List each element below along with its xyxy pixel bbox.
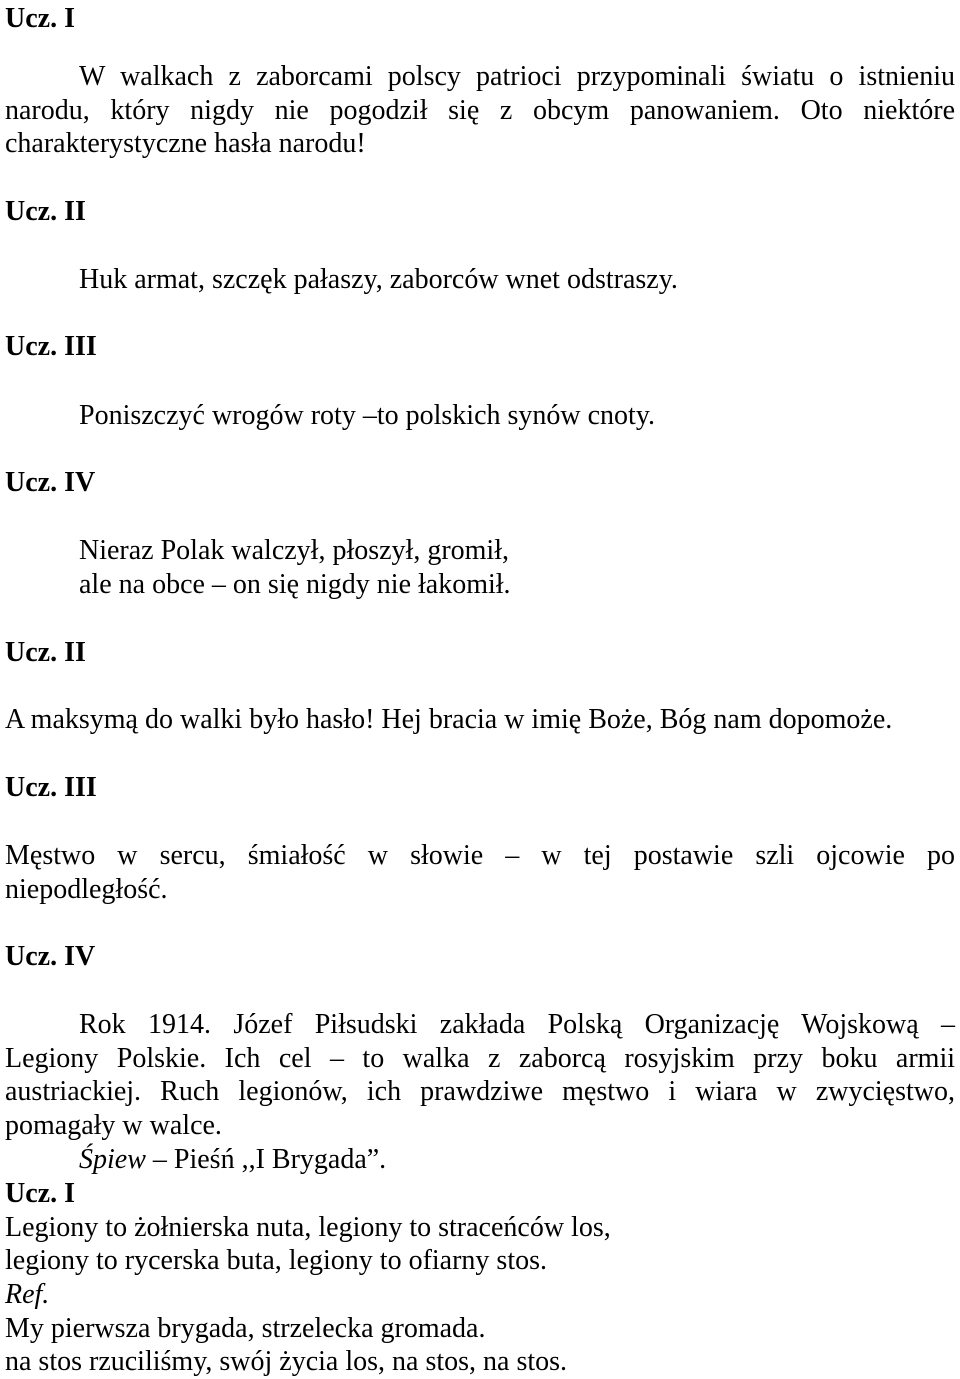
verse-line: legiony to rycerska buta, legiony to ofiarny stos. [5, 1245, 547, 1276]
paragraph-line: W walkach z zaborcami polscy patrioci przypominali światu o istnieniu [79, 61, 955, 92]
refrain-label: Ref. [5, 1279, 50, 1310]
paragraph-line: Rok 1914. Józef Piłsudski zakłada Polską Organizację Wojskową – [79, 1009, 955, 1040]
paragraph-line: A maksymą do walki było hasło! Hej bracia w imię Boże, Bóg nam dopomoże. [5, 704, 893, 735]
speaker-label: Ucz. I [5, 3, 75, 34]
paragraph-line: Poniszczyć wrogów roty –to polskich synów cnoty. [79, 400, 655, 431]
paragraph-line: Huk armat, szczęk pałaszy, zaborców wnet odstraszy. [79, 264, 678, 295]
paragraph-line: pomagały w walce. [5, 1110, 222, 1141]
speaker-label: Ucz. III [5, 331, 97, 362]
paragraph-line: austriackiej. Ruch legionów, ich prawdziwe męstwo i wiara w zwycięstwo, [5, 1076, 955, 1107]
paragraph-line: ale na obce – on się nigdy nie łakomił. [79, 569, 511, 600]
speaker-label: Ucz. II [5, 196, 86, 227]
refrain-line: na stos rzuciliśmy, swój życia los, na stos, na stos. [5, 1346, 568, 1377]
verse-line: Legiony to żołnierska nuta, legiony to straceńców los, [5, 1212, 611, 1243]
paragraph-line: Nieraz Polak walczył, płoszył, gromił, [79, 535, 509, 566]
song-title: – Pieśń ,,I Brygada”. [145, 1144, 387, 1175]
paragraph-line: Legiony Polskie. Ich cel – to walka z zaborcą rosyjskim przy boku armii [5, 1043, 955, 1074]
speaker-label: Ucz. I [5, 1178, 75, 1209]
speaker-label: Ucz. IV [5, 467, 96, 498]
paragraph-line: niepodległość. [5, 874, 168, 905]
paragraph-line: Męstwo w sercu, śmiałość w słowie – w tej postawie szli ojcowie po [5, 840, 955, 871]
song-line [79, 1143, 955, 1177]
paragraph-line: narodu, który nigdy nie pogodził się z obcym panowaniem. Oto niektóre [5, 95, 955, 126]
song-label: Śpiew [79, 1144, 146, 1175]
speaker-label: Ucz. II [5, 637, 86, 668]
speaker-label: Ucz. IV [5, 941, 96, 972]
paragraph-line: charakterystyczne hasła narodu! [5, 128, 366, 159]
speaker-label: Ucz. III [5, 772, 97, 803]
refrain-line: My pierwsza brygada, strzelecka gromada. [5, 1313, 486, 1344]
